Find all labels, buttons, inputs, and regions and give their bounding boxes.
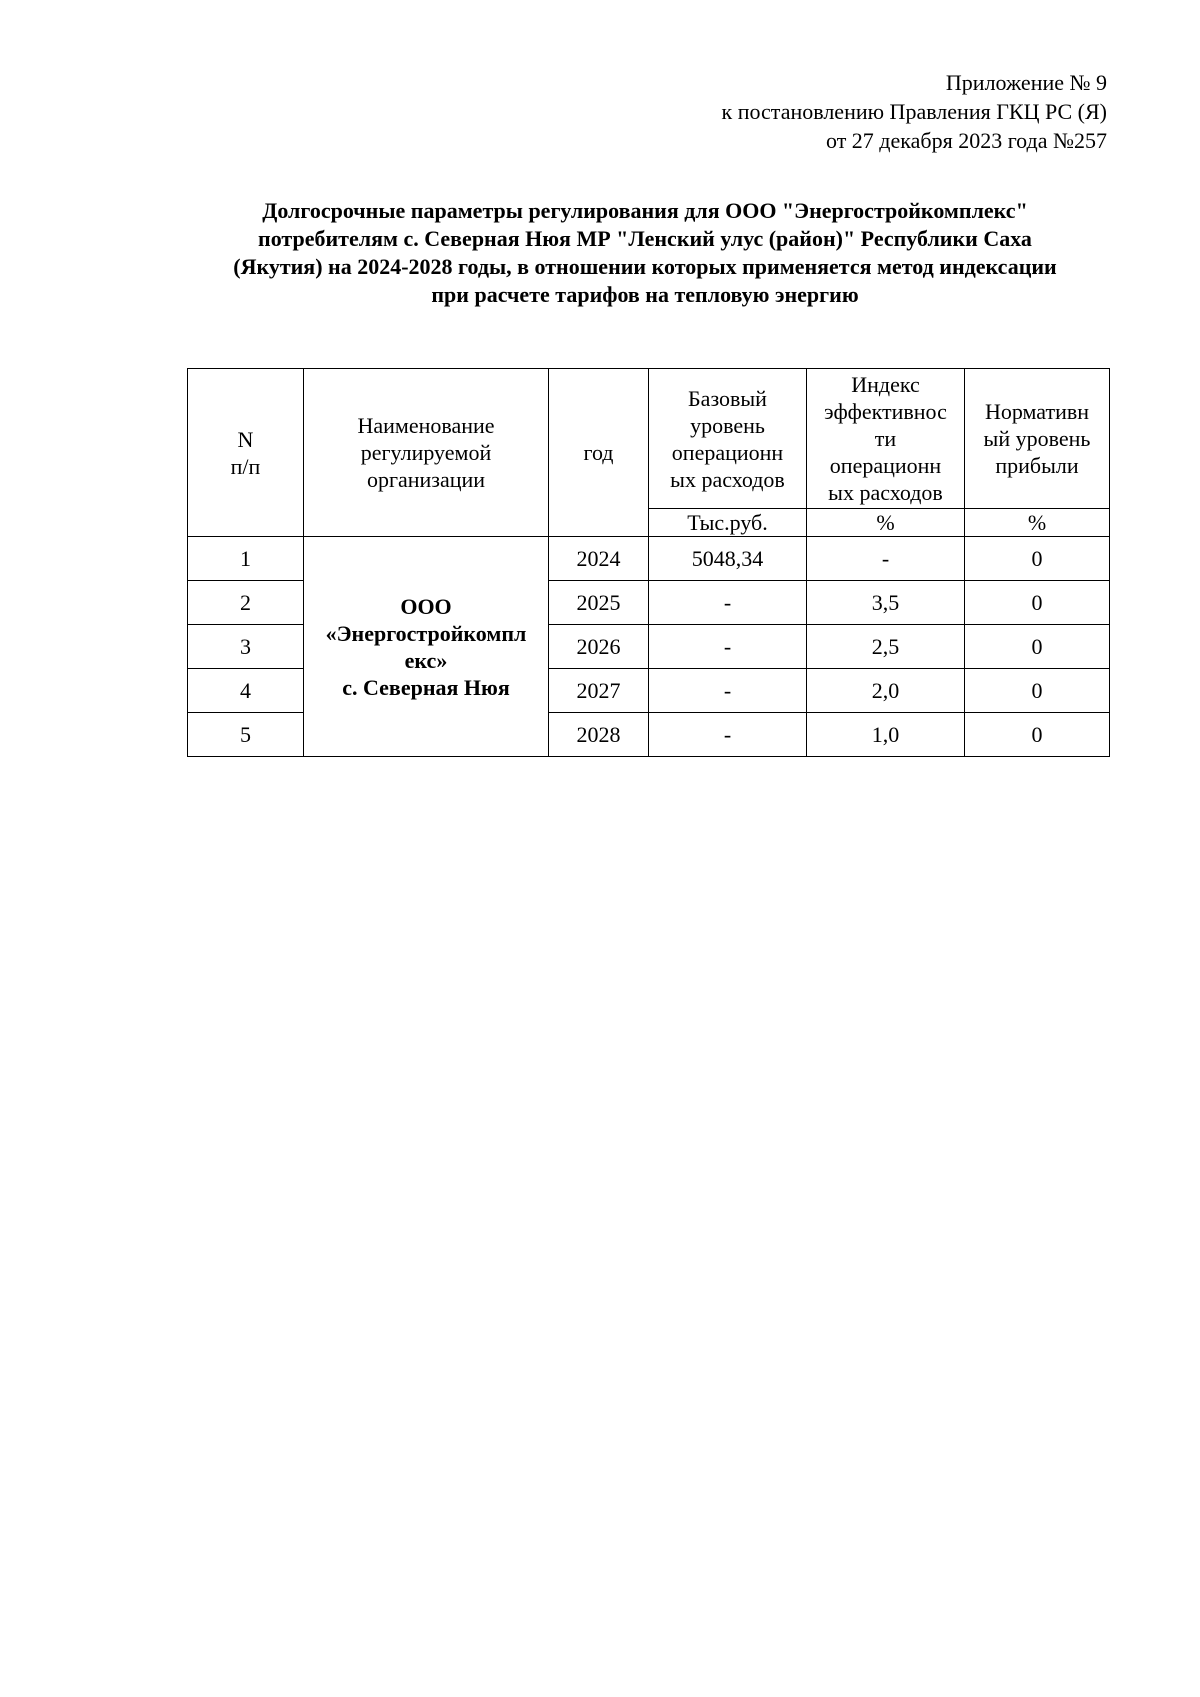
row-number: 1	[188, 537, 304, 581]
row-profit-level: 0	[965, 713, 1110, 757]
header-profit-level	[965, 369, 1110, 509]
header-index-line: Индекс	[851, 372, 920, 397]
header-base-line: ых расходов	[670, 466, 785, 492]
header-org-line: организации	[366, 467, 486, 492]
row-year: 2025	[549, 581, 649, 625]
header-base-line: уровень	[690, 412, 765, 438]
header-index-line: ых расходов	[828, 480, 943, 505]
regulation-parameters-table	[187, 368, 1110, 757]
document-header	[407, 68, 1107, 155]
header-index-line: операционн	[829, 453, 942, 478]
header-base-line: Базовый	[688, 385, 767, 411]
header-org-line: Наименование	[357, 413, 495, 438]
row-base-expenses: -	[649, 581, 807, 625]
row-base-expenses: -	[649, 625, 807, 669]
row-efficiency-index: 2,5	[807, 625, 965, 669]
row-number: 2	[188, 581, 304, 625]
title-line-3: (Якутия) на 2024-2028 годы, в отношении которых применяется метод индексации	[233, 254, 1057, 279]
header-row-number	[188, 369, 304, 537]
row-base-expenses: 5048,34	[649, 537, 807, 581]
decree-date: от 27 декабря 2023 года №257	[825, 128, 1107, 153]
decree-reference: к постановлению Правления ГКЦ РС (Я)	[721, 99, 1107, 124]
header-profit-line: прибыли	[995, 453, 1079, 478]
row-efficiency-index: 1,0	[807, 713, 965, 757]
row-efficiency-index: 3,5	[807, 581, 965, 625]
unit-profit-level: %	[965, 509, 1110, 537]
row-profit-level: 0	[965, 537, 1110, 581]
organization-name	[304, 537, 549, 757]
header-base-expenses	[649, 369, 807, 509]
row-number: 4	[188, 669, 304, 713]
document-title	[180, 197, 1110, 309]
title-line-4: при расчете тарифов на тепловую энергию	[431, 282, 859, 307]
header-year: год	[549, 369, 649, 537]
row-base-expenses: -	[649, 669, 807, 713]
header-profit-line: Нормативн	[984, 399, 1090, 424]
header-organization	[304, 369, 549, 537]
org-name-line: с. Северная Нюя	[342, 674, 510, 700]
unit-efficiency-index: %	[807, 509, 965, 537]
appendix-number: Приложение № 9	[945, 70, 1107, 95]
org-name-line: «Энергостройкомпл	[325, 620, 527, 646]
row-year: 2027	[549, 669, 649, 713]
row-profit-level: 0	[965, 581, 1110, 625]
row-profit-level: 0	[965, 625, 1110, 669]
org-name-line: ООО	[400, 593, 452, 619]
table-row	[188, 537, 1110, 581]
title-line-2: потребителям с. Северная Нюя МР "Ленский улус (район)" Республики Саха	[258, 226, 1032, 251]
header-num-line: N	[237, 426, 254, 452]
row-year: 2026	[549, 625, 649, 669]
row-profit-level: 0	[965, 669, 1110, 713]
header-base-line: операционн	[671, 439, 784, 465]
header-efficiency-index	[807, 369, 965, 509]
header-index-line: эффективнос	[824, 399, 947, 424]
header-org-line: регулируемой	[360, 440, 492, 465]
header-profit-line: ый уровень	[983, 426, 1091, 451]
header-num-line: п/п	[230, 453, 261, 479]
table-header-row	[188, 369, 1110, 509]
row-number: 5	[188, 713, 304, 757]
row-base-expenses: -	[649, 713, 807, 757]
title-line-1: Долгосрочные параметры регулирования для ООО "Энергостройкомплекс"	[262, 198, 1028, 223]
row-year: 2028	[549, 713, 649, 757]
header-index-line: ти	[874, 426, 897, 451]
row-efficiency-index: 2,0	[807, 669, 965, 713]
org-name-line: екс»	[404, 647, 448, 673]
row-year: 2024	[549, 537, 649, 581]
row-number: 3	[188, 625, 304, 669]
row-efficiency-index: -	[807, 537, 965, 581]
unit-base-expenses: Тыс.руб.	[649, 509, 807, 537]
